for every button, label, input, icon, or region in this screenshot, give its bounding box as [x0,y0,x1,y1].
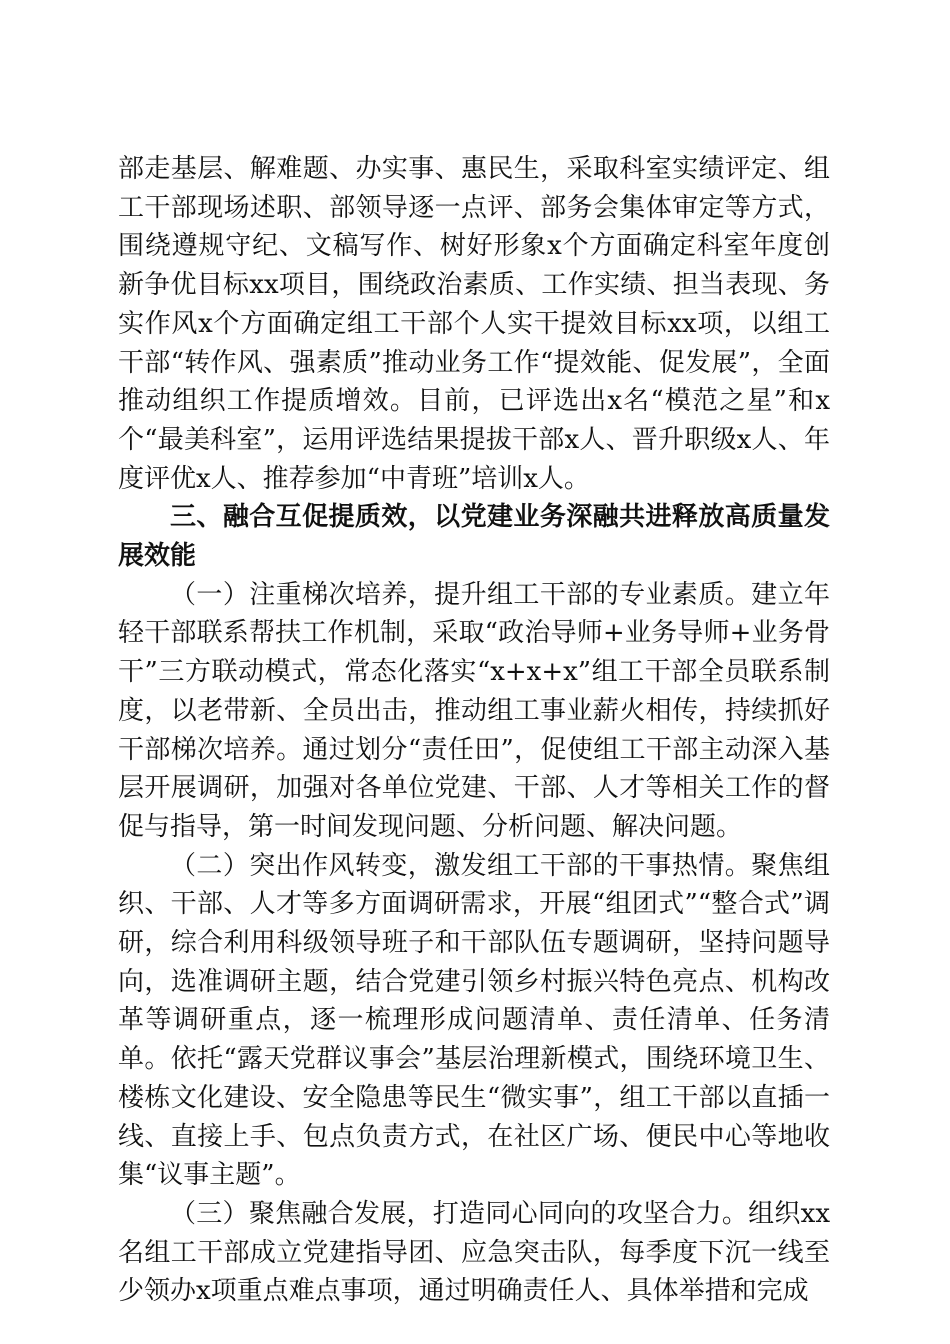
document-body [118,150,830,1311]
section-heading: 三、融合互促提质效，以党建业务深融共进释放高质量发展效能 [118,502,830,572]
paragraph-continuation: 部走基层、解难题、办实事、惠民生，采取科室实绩评定、组工干部现场述职、部领导逐一点评、部务会集体审定等方式，围绕遵规守纪、文稿写作、树好形象x个方面确定科室年度创新争优目标xx项目，围绕政治素质、工作实绩、担当表现、务实作风x个方面确定组工干部个人实干提效目标xx项，以组工干部“转作风、强素质”推动业务工作“提效能、促发展”，全面推动组织工作提质增效。目前，已评选出x名“模范之星”和x个“最美科室”，运用评选结果提拔干部x人、晋升职级x人、年度评优x人、推荐参加“中青班”培训x人。 [118,154,830,494]
paragraph-subsection-2: （二）突出作风转变，激发组工干部的干事热情。聚焦组织、干部、人才等多方面调研需求，开展“组团式”“整合式”调研，综合利用科级领导班子和干部队伍专题调研，坚持问题导向，选准调研主题，结合党建引领乡村振兴特色亮点、机构改革等调研重点，逐一梳理形成问题清单、责任清单、任务清单。依托“露天党群议事会”基层治理新模式，围绕环境卫生、楼栋文化建设、安全隐患等民生“微实事”，组工干部以直插一线、直接上手、包点负责方式，在社区广场、便民中心等地收集“议事主题”。 [118,850,830,1191]
paragraph-subsection-1: （一）注重梯次培养，提升组工干部的专业素质。建立年轻干部联系帮扶工作机制，采取“政治导师+业务导师+业务骨干”三方联动模式，常态化落实“x+x+x”组工干部全员联系制度，以老带新、全员出击，推动组工事业薪火相传，持续抓好干部梯次培养。通过划分“责任田”，促使组工干部主动深入基层开展调研，加强对各单位党建、干部、人才等相关工作的督促与指导，第一时间发现问题、分析问题、解决问题。 [118,579,830,842]
paragraph-subsection-3: （三）聚焦融合发展，打造同心同向的攻坚合力。组织xx名组工干部成立党建指导团、应急突击队，每季度下沉一线至少领办x项重点难点事项，通过明确责任人、具体举措和完成 [118,1198,830,1307]
